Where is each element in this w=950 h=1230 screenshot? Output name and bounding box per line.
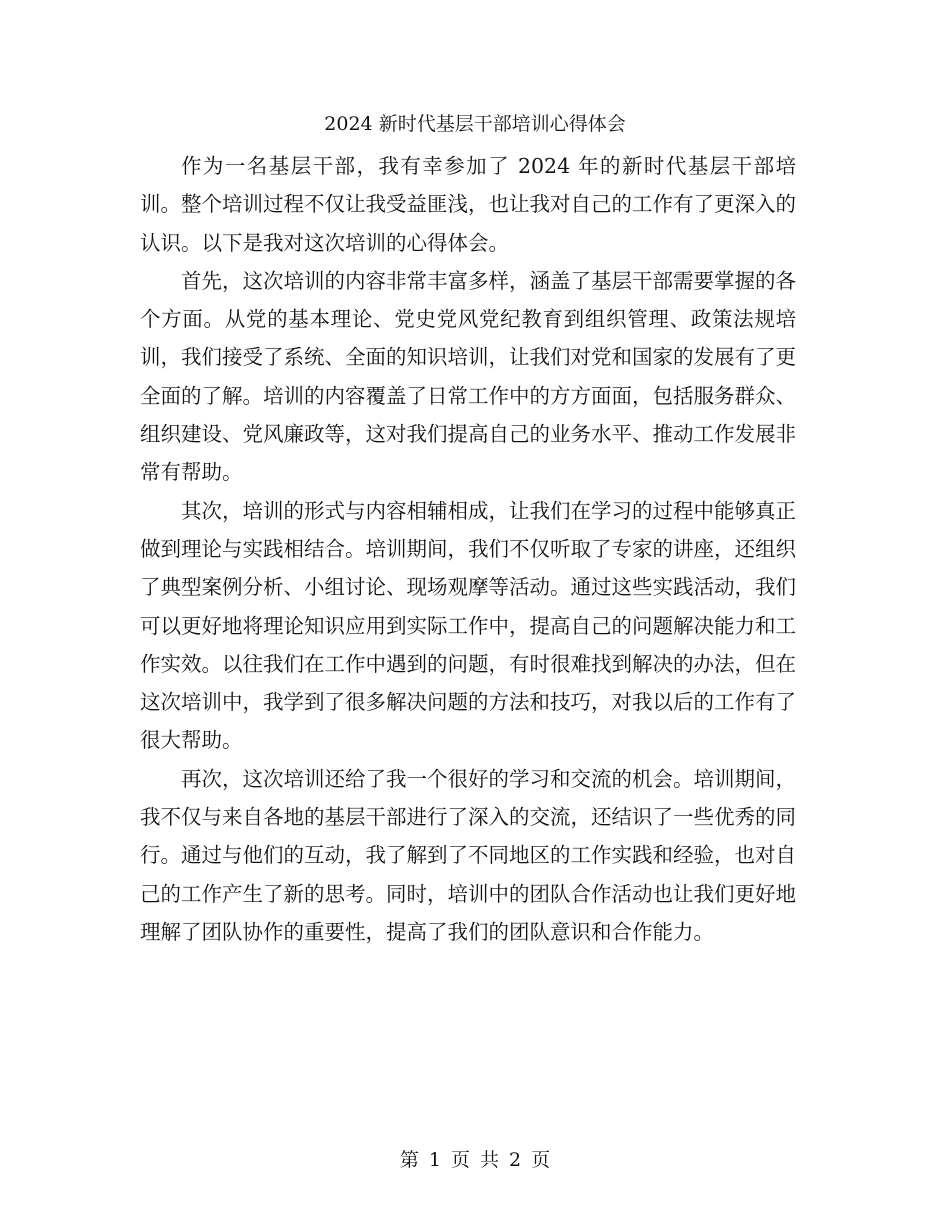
paragraph-second: 其次，培训的形式与内容相辅相成，让我们在学习的过程中能够真正做到理论与实践相结合。培训期间，我们不仅听取了专家的讲座，还组织了典型案例分析、小组讨论、现场观摩等活动。通过这些实践活动，我们可以更好地将理论知识应用到实际工作中，提高自己的问题解决能力和工作实效。以往我们在工作中遇到的问题，有时很难找到解决的办法，但在这次培训中，我学到了很多解决问题的方法和技巧，对我以后的工作有了很大帮助。 [140,498,796,753]
page-number-footer: 第 1 页 共 2 页 [399,1149,551,1171]
document-body [140,147,796,951]
paragraph-third: 再次，这次培训还给了我一个很好的学习和交流的机会。培训期间，我不仅与来自各地的基层干部进行了深入的交流，还结识了一些优秀的同行。通过与他们的互动，我了解到了不同地区的工作实践和经验，也对自己的工作产生了新的思考。同时，培训中的团队合作活动也让我们更好地理解了团队协作的重要性，提高了我们的团队意识和合作能力。 [140,766,796,944]
document-title: 2024 新时代基层干部培训心得体会 [324,113,626,135]
paragraph-first: 首先，这次培训的内容非常丰富多样，涵盖了基层干部需要掌握的各个方面。从党的基本理论、党史党风党纪教育到组织管理、政策法规培训，我们接受了系统、全面的知识培训，让我们对党和国家的发展有了更全面的了解。培训的内容覆盖了日常工作中的方方面面，包括服务群众、组织建设、党风廉政等，这对我们提高自己的业务水平、推动工作发展非常有帮助。 [140,268,796,485]
paragraph-intro: 作为一名基层干部，我有幸参加了 2024 年的新时代基层干部培训。整个培训过程不仅让我受益匪浅，也让我对自己的工作有了更深入的认识。以下是我对这次培训的心得体会。 [140,154,796,255]
